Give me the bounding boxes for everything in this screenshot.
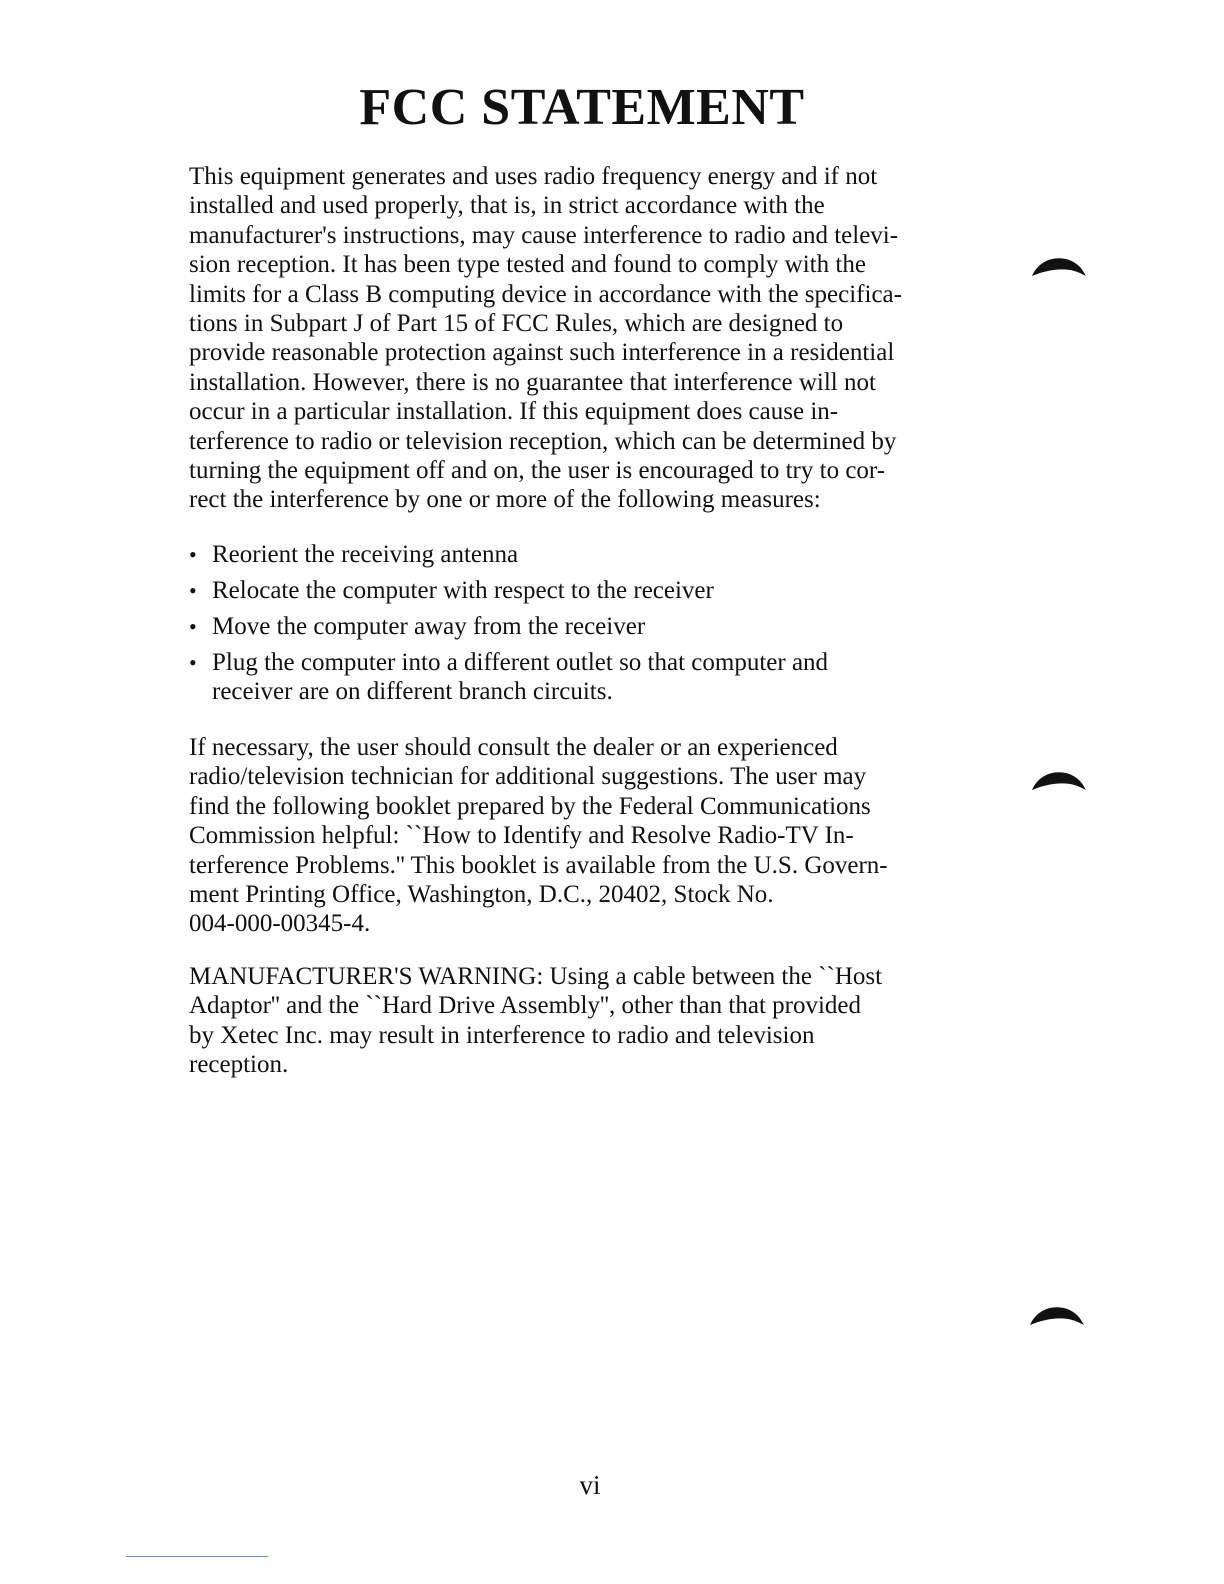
paragraph-line: manufacturer's instructions, may cause interference to radio and televi- <box>189 221 899 249</box>
page-number: vi <box>579 1470 601 1500</box>
paragraph-line: MANUFACTURER'S WARNING: Using a cable between the ``Host <box>189 963 883 990</box>
list-item-text: Reorient the receiving antenna <box>212 541 519 568</box>
paragraph-line: Adaptor'' and the ``Hard Drive Assembly'', other than that provided <box>189 992 862 1020</box>
paragraph-line: reception. <box>189 1051 289 1079</box>
list-item-text: receiver are on different branch circuits. <box>212 678 613 705</box>
list-item-text: Plug the computer into a different outlet so that computer and <box>212 649 829 676</box>
thumb-tab-icon <box>1030 254 1088 280</box>
bullet-icon: • <box>189 650 197 675</box>
paragraph-line: sion reception. It has been type tested and found to comply with the <box>189 251 866 279</box>
bullet-icon: • <box>189 542 197 567</box>
manufacturer-warning <box>189 962 989 1080</box>
paragraph-line: by Xetec Inc. may result in interference to radio and television <box>189 1021 815 1049</box>
paragraph-line: rect the interference by one or more of the following measures: <box>189 486 821 514</box>
bullet-icon: • <box>189 614 197 639</box>
fcc-paragraph-consult <box>189 733 989 939</box>
paragraph-line: 004-000-00345-4. <box>189 910 371 938</box>
footer-rule <box>126 1556 268 1557</box>
list-item <box>189 612 989 641</box>
list-item <box>189 576 989 605</box>
paragraph-line: provide reasonable protection against such interference in a residential <box>189 339 895 367</box>
list-item <box>189 648 989 706</box>
measures-list <box>189 540 989 713</box>
paragraph-line: radio/television technician for additional suggestions. The user may <box>189 763 867 791</box>
paragraph-line: installation. However, there is no guarantee that interference will not <box>189 368 876 396</box>
list-item-text: Relocate the computer with respect to the receiver <box>212 577 714 604</box>
paragraph-line: terference to radio or television reception, which can be determined by <box>189 427 897 455</box>
thumb-tab-icon <box>1030 768 1088 794</box>
paragraph-line: If necessary, the user should consult the dealer or an experienced <box>189 734 838 761</box>
thumb-tab-icon <box>1028 1303 1086 1329</box>
fcc-paragraph-interference <box>189 162 989 515</box>
bullet-icon: • <box>189 578 197 603</box>
paragraph-line: This equipment generates and uses radio frequency energy and if not <box>189 163 878 190</box>
paragraph-line: ment Printing Office, Washington, D.C., 20402, Stock No. <box>189 880 774 908</box>
paragraph-line: turning the equipment off and on, the user is encouraged to try to cor- <box>189 456 886 484</box>
list-item-text: Move the computer away from the receiver <box>212 613 646 640</box>
list-item <box>189 540 989 569</box>
paragraph-line: Commission helpful: ``How to Identify and Resolve Radio-TV In- <box>189 822 854 850</box>
paragraph-line: terference Problems.'' This booklet is available from the U.S. Govern- <box>189 851 888 879</box>
paragraph-line: installed and used properly, that is, in strict accordance with the <box>189 192 825 220</box>
paragraph-line: find the following booklet prepared by the Federal Communications <box>189 792 871 820</box>
paragraph-line: tions in Subpart J of Part 15 of FCC Rules, which are designed to <box>189 309 844 337</box>
paragraph-line: limits for a Class B computing device in accordance with the specifica- <box>189 280 902 308</box>
page-title: FCC STATEMENT <box>359 79 805 136</box>
paragraph-line: occur in a particular installation. If this equipment does cause in- <box>189 398 839 426</box>
